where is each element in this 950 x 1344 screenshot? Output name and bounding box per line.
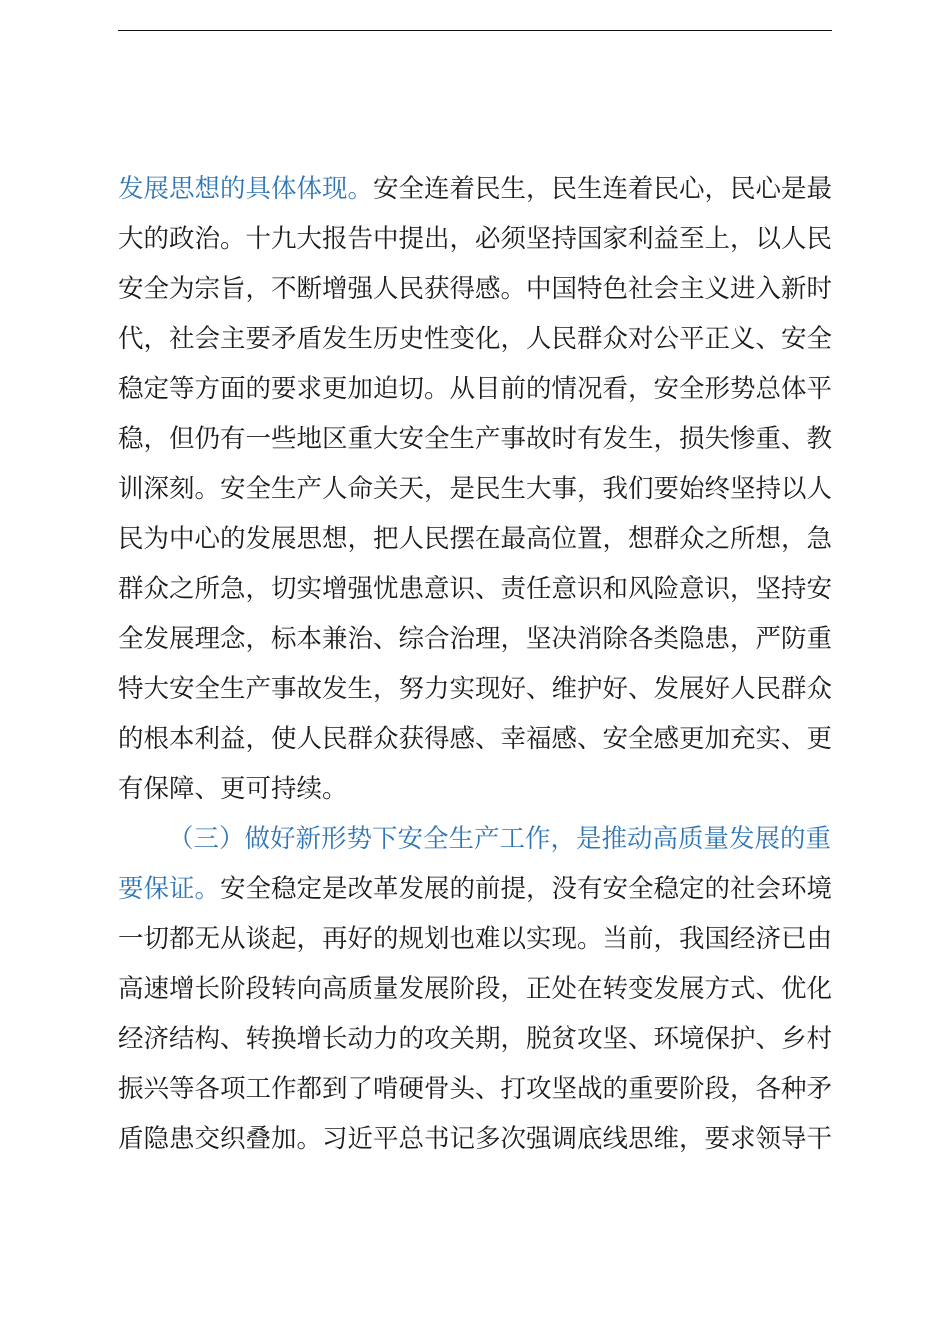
line-text: 的根本利益，使人民群众获得感、幸福感、安全感更加充实、更 [118,724,833,754]
line-text: 一切都无从谈起，再好的规划也难以实现。当前，我国经济已由 [118,924,833,954]
line-text: 稳定等方面的要求更加迫切。从目前的情况看，安全形势总体平 [118,374,833,404]
text-line [118,1114,832,1164]
line-text: 民为中心的发展思想，把人民摆在最高位置，想群众之所想，急 [118,524,833,554]
section-heading: 要保证。 [118,874,221,904]
section-heading: （三）做好新形势下安全生产工作，是推动高质量发展的重 [168,824,832,854]
line-text: 安全稳定是改革发展的前提，没有安全稳定的社会环境 [220,874,833,904]
text-line [168,814,831,864]
text-line [118,1014,832,1064]
line-text: 振兴等各项工作都到了啃硬骨头、打攻坚战的重要阶段，各种矛 [118,1074,833,1104]
header-rule [118,30,832,31]
text-line [118,764,348,814]
line-text: 安全连着民生，民生连着民心，民心是最 [373,174,833,204]
line-text: 全发展理念，标本兼治、综合治理，坚决消除各类隐患，严防重 [118,624,833,654]
text-line [118,964,832,1014]
line-text: 高速增长阶段转向高质量发展阶段，正处在转变发展方式、优化 [118,974,833,1004]
text-line [118,614,832,664]
section-heading: 发展思想的具体体现。 [118,174,374,204]
text-line [118,564,832,614]
line-text: 大的政治。十九大报告中提出，必须坚持国家利益至上，以人民 [118,224,833,254]
line-text: 稳，但仍有一些地区重大安全生产事故时有发生，损失惨重、教 [118,424,833,454]
line-text: 安全为宗旨，不断增强人民获得感。中国特色社会主义进入新时 [118,274,833,304]
text-line [118,664,832,714]
text-line [118,864,832,914]
text-line [118,214,832,264]
text-line [118,164,832,214]
text-line [118,414,832,464]
text-line [118,464,832,514]
line-text: 训深刻。安全生产人命关天，是民生大事，我们要始终坚持以人 [118,474,833,504]
text-line [118,1064,832,1114]
text-line [118,364,832,414]
text-line [118,714,832,764]
line-text: 代，社会主要矛盾发生历史性变化，人民群众对公平正义、安全 [118,324,833,354]
line-text: 盾隐患交织叠加。习近平总书记多次强调底线思维，要求领导干 [118,1124,833,1154]
text-line [118,514,832,564]
text-line [118,914,832,964]
line-text: 有保障、更可持续。 [118,774,348,804]
line-text: 特大安全生产事故发生，努力实现好、维护好、发展好人民群众 [118,674,833,704]
line-text: 经济结构、转换增长动力的攻关期，脱贫攻坚、环境保护、乡村 [118,1024,833,1054]
text-line [118,264,832,314]
text-line [118,314,832,364]
line-text: 群众之所急，切实增强忧患意识、责任意识和风险意识，坚持安 [118,574,833,604]
